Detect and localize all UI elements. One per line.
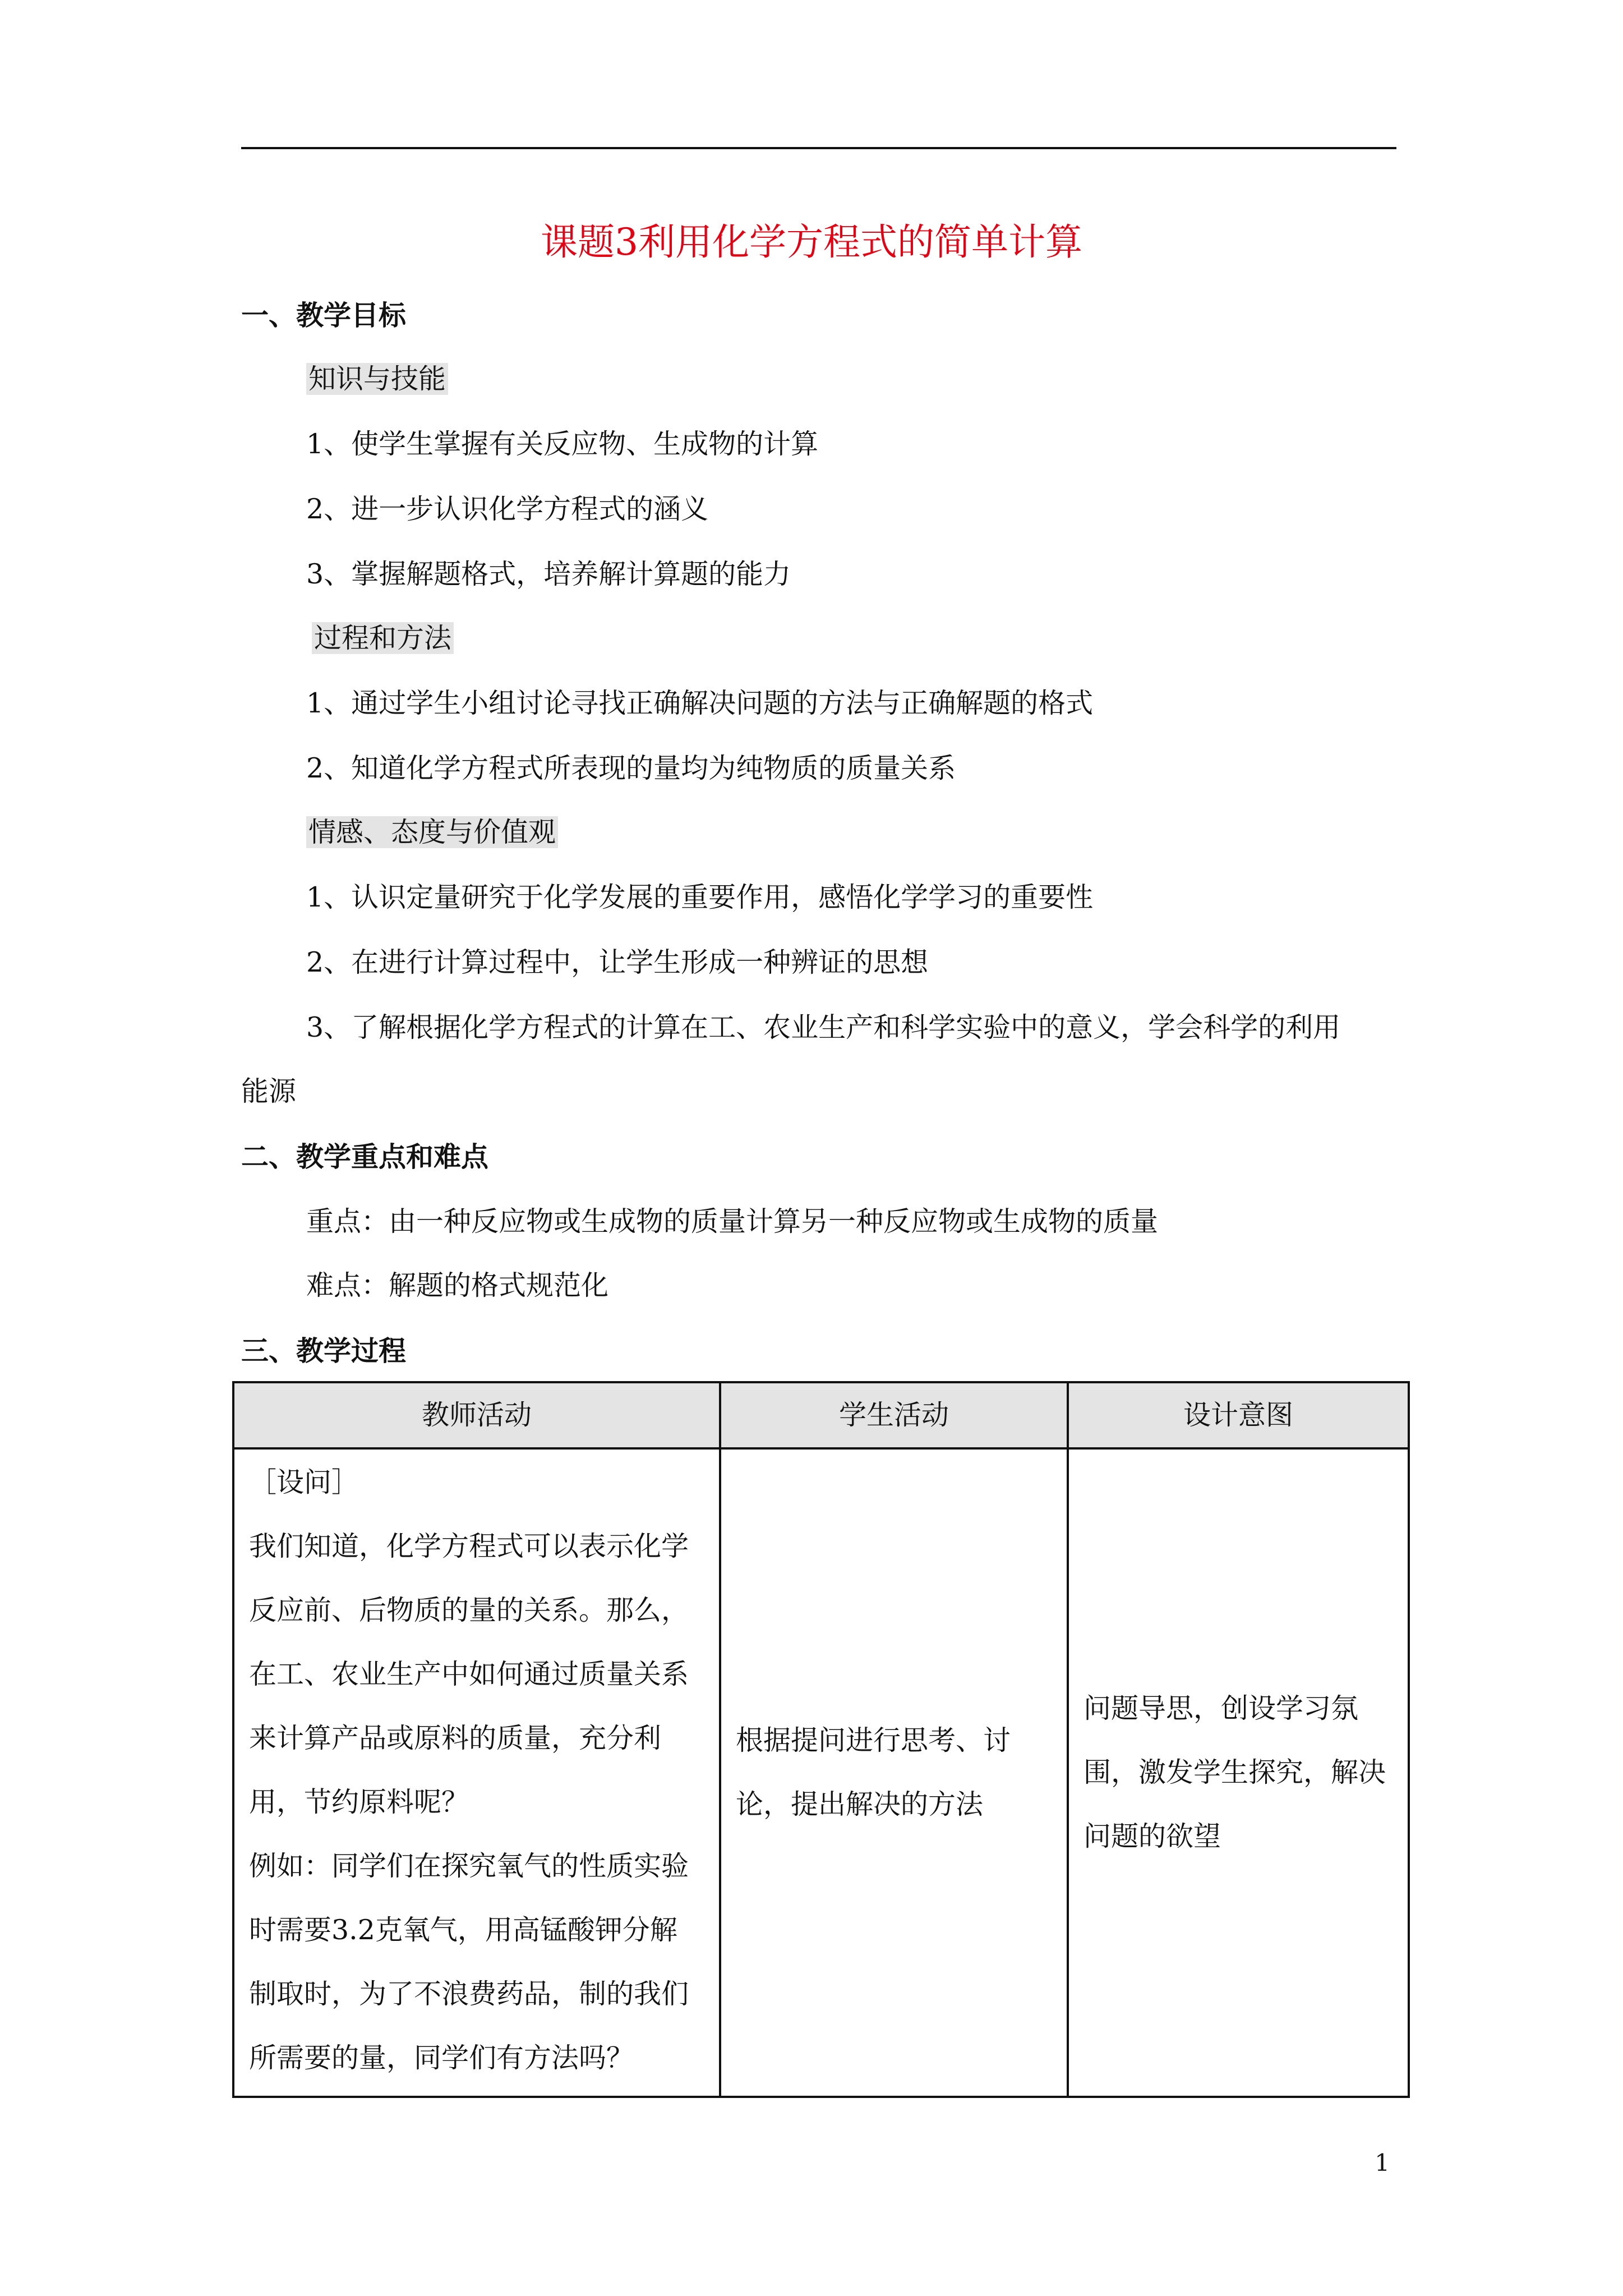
header-rule (241, 147, 1396, 149)
process-item-1: 1、通过学生小组讨论寻找正确解决问题的方法与正确解题的格式 (306, 687, 1094, 719)
teacher-example: 例如：同学们在探究氧气的性质实验时需要3.2克氧气，用高锰酸钾分解制取时，为了不浪费药品，制的我们所需要的量，同学们有方法吗？ (249, 1850, 689, 2074)
subheading-process (312, 616, 454, 661)
cell-student-activity: 根据提问进行思考、讨论，提出解决的方法 (720, 1448, 1068, 2097)
header-design-intent: 设计意图 (1068, 1382, 1409, 1448)
teaching-process-table (232, 1381, 1410, 2098)
subheading-emotion-label: 情感、态度与价值观 (306, 816, 558, 848)
header-student-activity: 学生活动 (720, 1382, 1068, 1448)
knowledge-item-3: 3、掌握解题格式，培养解计算题的能力 (306, 558, 791, 590)
section-heading-process: 三、教学过程 (241, 1335, 407, 1367)
knowledge-item-1: 1、使学生掌握有关反应物、生成物的计算 (306, 428, 819, 460)
knowledge-item-2: 2、进一步认识化学方程式的涵义 (306, 493, 709, 525)
emotion-item-3-continued: 能源 (241, 1075, 297, 1107)
emotion-item-1: 1、认识定量研究于化学发展的重要作用，感悟化学学习的重要性 (306, 881, 1094, 913)
page-number: 1 (1375, 2149, 1390, 2177)
subheading-knowledge (306, 357, 448, 402)
page-title: 课题3利用化学方程式的简单计算 (541, 220, 1082, 264)
cell-teacher-activity (233, 1448, 720, 2097)
table-row (233, 1448, 1409, 2097)
teacher-question: 我们知道，化学方程式可以表示化学反应前、后物质的量的关系。那么，在工、农业生产中如何通过质量关系来计算产品或原料的质量，充分利用，节约原料呢？ (249, 1530, 689, 1818)
section-heading-objectives: 一、教学目标 (241, 299, 407, 332)
key-point: 重点：由一种反应物或生成物的质量计算另一种反应物或生成物的质量 (306, 1205, 1159, 1237)
teacher-question-tag: ［设问］ (249, 1466, 359, 1498)
subheading-emotion (306, 810, 558, 855)
section-heading-key-points: 二、教学重点和难点 (241, 1140, 489, 1173)
difficulty-point: 难点：解题的格式规范化 (306, 1269, 609, 1301)
header-teacher-activity: 教师活动 (233, 1382, 720, 1448)
subheading-knowledge-label: 知识与技能 (306, 363, 448, 395)
emotion-item-2: 2、在进行计算过程中，让学生形成一种辨证的思想 (306, 946, 929, 978)
emotion-item-3: 3、了解根据化学方程式的计算在工、农业生产和科学实验中的意义，学会科学的利用 (306, 1011, 1341, 1043)
subheading-process-label: 过程和方法 (312, 622, 454, 654)
table-header-row (233, 1382, 1409, 1448)
cell-design-intent: 问题导思，创设学习氛围，激发学生探究，解决问题的欲望 (1068, 1448, 1409, 2097)
process-item-2: 2、知道化学方程式所表现的量均为纯物质的质量关系 (306, 752, 956, 784)
